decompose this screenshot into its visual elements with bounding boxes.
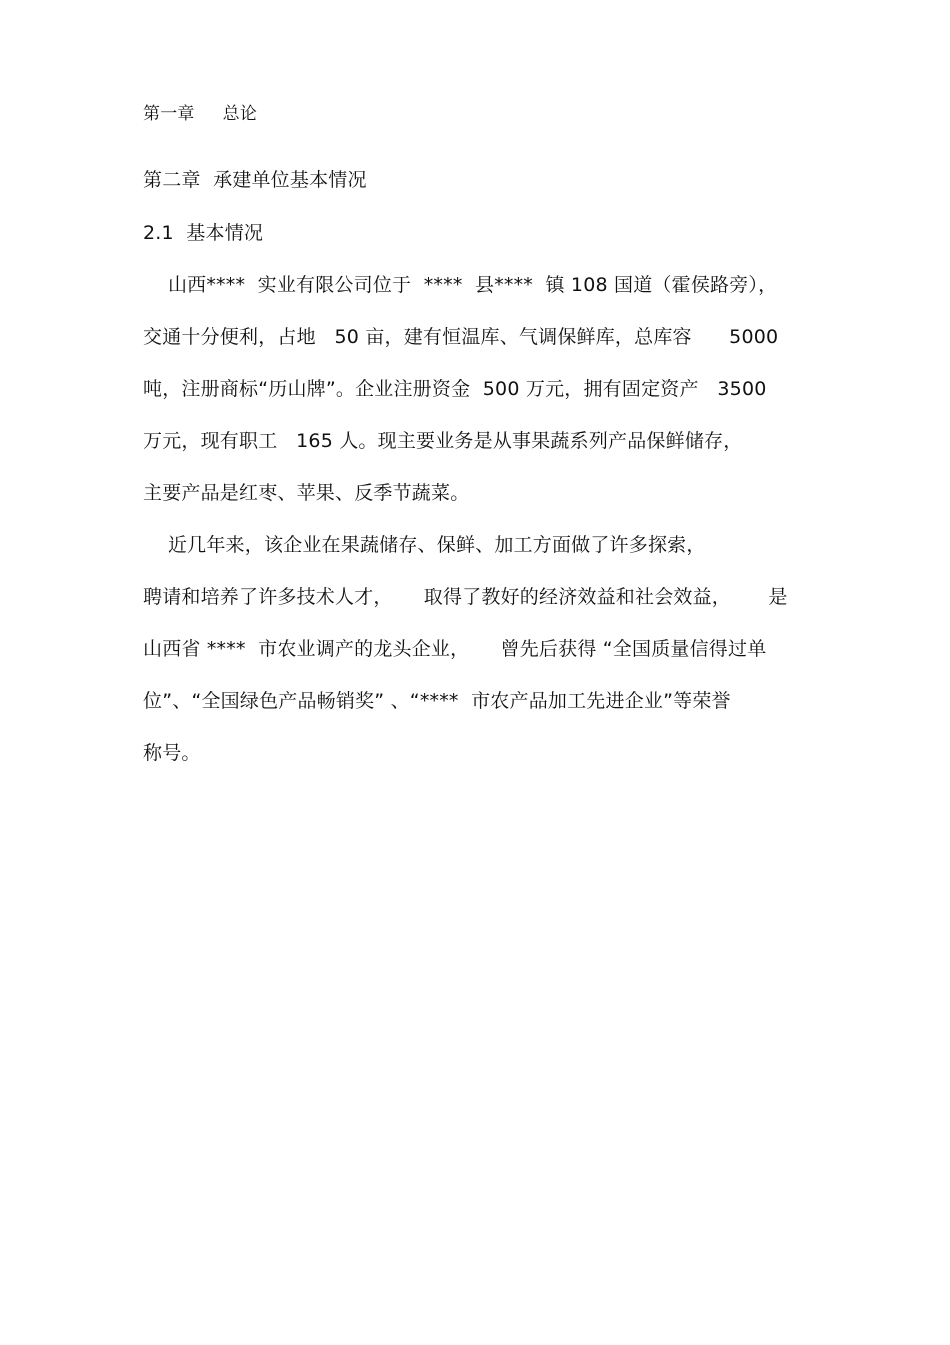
paragraph-1-line-2: 交通十分便利，占地 50 亩，建有恒温库、气调保鲜库，总库容 5000 [143, 326, 779, 348]
paragraph-1-line-5: 主要产品是红枣、苹果、反季节蔬菜。 [143, 482, 470, 504]
paragraph-1-line-3: 吨，注册商标“历山牌”。企业注册资金 500 万元，拥有固定资产 3500 [143, 378, 767, 400]
paragraph-2-line-5: 称号。 [143, 742, 201, 764]
paragraph-2-line-4: 位”、“全国绿色产品畅销奖” 、“**** 市农产品加工先进企业”等荣誉 [143, 690, 731, 712]
paragraph-2-line-3: 山西省 **** 市农业调产的龙头企业， 曾先后获得 “全国质量信得过单 [143, 638, 767, 660]
paragraph-2-line-1: 近几年来，该企业在果蔬储存、保鲜、加工方面做了许多探索， [143, 534, 706, 556]
paragraph-1-line-4: 万元，现有职工 165 人。现主要业务是从事果蔬系列产品保鲜储存， [143, 430, 743, 452]
paragraph-2-line-2: 聘请和培养了许多技术人才， 取得了教好的经济效益和社会效益， 是 [143, 586, 788, 608]
chapter-2-heading: 第二章 承建单位基本情况 [143, 169, 367, 191]
section-heading: 2.1 基本情况 [143, 222, 264, 244]
chapter-1-heading: 第一章 总论 [143, 104, 258, 124]
paragraph-1-line-1: 山西**** 实业有限公司位于 **** 县**** 镇 108 国道（霍侯路旁）， [143, 274, 778, 296]
